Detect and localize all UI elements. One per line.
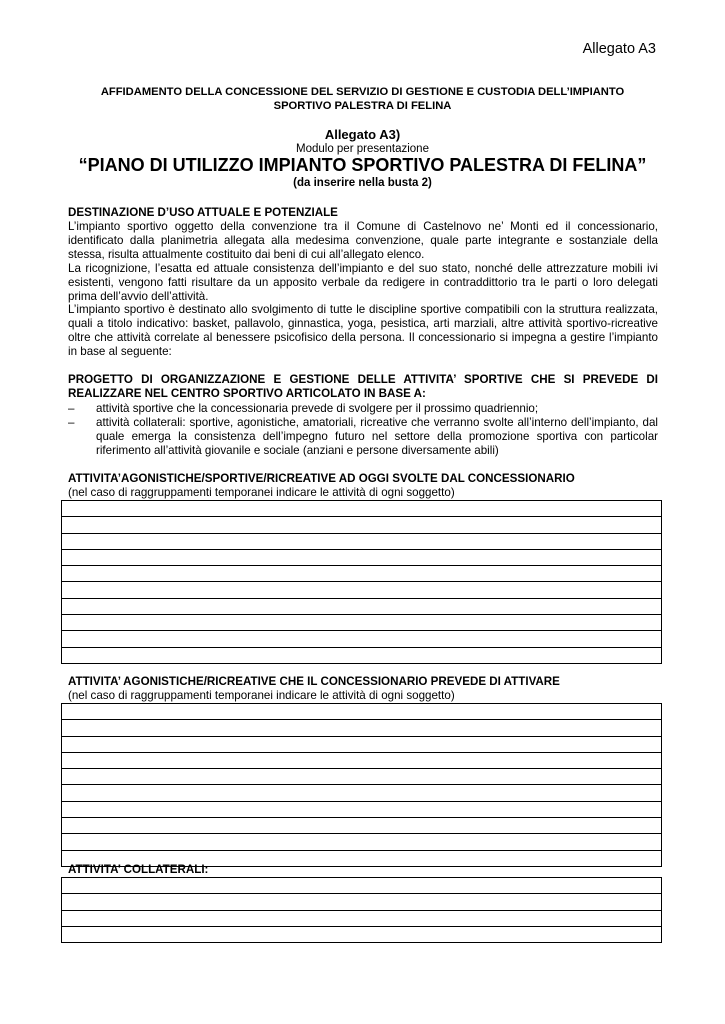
list-item: [68, 416, 658, 458]
table-row[interactable]: [62, 785, 662, 801]
destinazione-paragraph: L’impianto sportivo è destinato allo svolgimento di tutte le discipline sportive compatibili con la struttura realizzata, quali a titolo indicativo: basket, pallavolo, ginnastica, yoga, pesistica, arti marziali, altre attività sportivo-ricreative oltre che attività correlate al benessere psicofisico della persona. Il concessionario si impegna a gestire l’impianto in base al seguente:: [68, 303, 658, 359]
table-row[interactable]: [62, 615, 662, 631]
progetto-heading: PROGETTO DI ORGANIZZAZIONE E GESTIONE DELLE ATTIVITA’ SPORTIVE CHE SI PREVEDE DI REALIZZARE NEL CENTRO SPORTIVO ARTICOLATO IN BASE A:: [68, 373, 658, 400]
table-cell[interactable]: [62, 501, 662, 517]
modulo-label: Modulo per presentazione: [296, 143, 429, 155]
table-cell[interactable]: [62, 894, 662, 910]
section1-note: (nel caso di raggruppamenti temporanei indicare le attività di ogni soggetto): [68, 486, 455, 499]
destinazione-body: [68, 220, 658, 359]
table-row[interactable]: [62, 566, 662, 582]
table-cell[interactable]: [62, 582, 662, 598]
table-row[interactable]: [62, 818, 662, 834]
table-row[interactable]: [62, 704, 662, 720]
table-row[interactable]: [62, 752, 662, 768]
table-cell[interactable]: [62, 910, 662, 926]
table-row[interactable]: [62, 769, 662, 785]
table-cell[interactable]: [62, 818, 662, 834]
table-row[interactable]: [62, 801, 662, 817]
section3-heading: ATTIVITA’ COLLATERALI:: [68, 863, 209, 876]
list-item: [68, 402, 658, 416]
table-cell[interactable]: [62, 752, 662, 768]
table-row[interactable]: [62, 878, 662, 894]
section1-heading: ATTIVITA’AGONISTICHE/SPORTIVE/RICREATIVE AD OGGI SVOLTE DAL CONCESSIONARIO: [68, 472, 575, 485]
table-cell[interactable]: [62, 801, 662, 817]
table-cell[interactable]: [62, 549, 662, 565]
table-row[interactable]: [62, 910, 662, 926]
table-cell[interactable]: [62, 647, 662, 663]
table-row[interactable]: [62, 834, 662, 850]
destinazione-paragraph: L’impianto sportivo oggetto della convenzione tra il Comune di Castelnovo ne’ Monti ed il concessionario, identificato dalla planimetria allegata alla medesima convenzione, quale parte integrante e sostanziale della stessa, risulta attualmente costituito dai beni di cui all’allegato elenco.: [68, 220, 658, 261]
table-cell[interactable]: [62, 878, 662, 894]
table-cell[interactable]: [62, 720, 662, 736]
busta-note: (da inserire nella busta 2): [293, 177, 432, 189]
piano-title: “PIANO DI UTILIZZO IMPIANTO SPORTIVO PALESTRA DI FELINA”: [78, 155, 647, 175]
destinazione-heading: DESTINAZIONE D’USO ATTUALE E POTENZIALE: [68, 206, 338, 219]
table-row[interactable]: [62, 894, 662, 910]
table-cell[interactable]: [62, 704, 662, 720]
table-row[interactable]: [62, 926, 662, 942]
section2-table: [61, 703, 662, 867]
allegato-header: Allegato A3: [582, 41, 656, 57]
table-row[interactable]: [62, 582, 662, 598]
table-cell[interactable]: [62, 834, 662, 850]
list-item-text: attività sportive che la concessionaria prevede di svolgere per il prossimo quadriennio;: [96, 402, 539, 415]
document-title: [62, 85, 663, 113]
table-cell[interactable]: [62, 615, 662, 631]
table-cell[interactable]: [62, 517, 662, 533]
section3-table: [61, 877, 662, 943]
table-cell[interactable]: [62, 785, 662, 801]
table-row[interactable]: [62, 647, 662, 663]
table-cell[interactable]: [62, 598, 662, 614]
table-row[interactable]: [62, 517, 662, 533]
dash-bullet-icon: –: [68, 415, 75, 429]
table-row[interactable]: [62, 549, 662, 565]
section2-note: (nel caso di raggruppamenti temporanei indicare le attività di ogni soggetto): [68, 689, 455, 702]
section1-table: [61, 500, 662, 664]
table-cell[interactable]: [62, 566, 662, 582]
table-row[interactable]: [62, 736, 662, 752]
table-cell[interactable]: [62, 926, 662, 942]
allegato-label: Allegato A3): [324, 127, 401, 142]
list-item-text: attività collaterali: sportive, agonistiche, amatoriali, ricreative che verranno svolte all’interno dell’impianto, dal quale emerga la consistenza dell’impegno futuro nel settore della promozione sportiva con particolar riferimento all’attività giovanile e sociale (anziani e persone diversamente abili): [96, 415, 658, 457]
table-row[interactable]: [62, 501, 662, 517]
table-row[interactable]: [62, 533, 662, 549]
progetto-list: [68, 402, 658, 458]
section2-heading: ATTIVITA’ AGONISTICHE/RICREATIVE CHE IL CONCESSIONARIO PREVEDE DI ATTIVARE: [68, 675, 560, 688]
table-cell[interactable]: [62, 736, 662, 752]
table-row[interactable]: [62, 720, 662, 736]
document-title-line2: SPORTIVO PALESTRA DI FELINA: [273, 100, 452, 112]
destinazione-paragraph: La ricognizione, l’esatta ed attuale consistenza dell’impianto e del suo stato, nonché delle attrezzature mobili ivi esistenti, vengono fatti risultare da un apposito verbale da redigere in contraddittorio tra le parti o loro delegati prima dell’avvio dell’attività.: [68, 261, 658, 303]
table-cell[interactable]: [62, 533, 662, 549]
document-title-line1: AFFIDAMENTO DELLA CONCESSIONE DEL SERVIZIO DI GESTIONE E CUSTODIA DELL’IMPIANTO: [100, 86, 625, 98]
table-cell[interactable]: [62, 769, 662, 785]
table-row[interactable]: [62, 598, 662, 614]
table-row[interactable]: [62, 631, 662, 647]
dash-bullet-icon: –: [68, 402, 75, 415]
table-cell[interactable]: [62, 631, 662, 647]
